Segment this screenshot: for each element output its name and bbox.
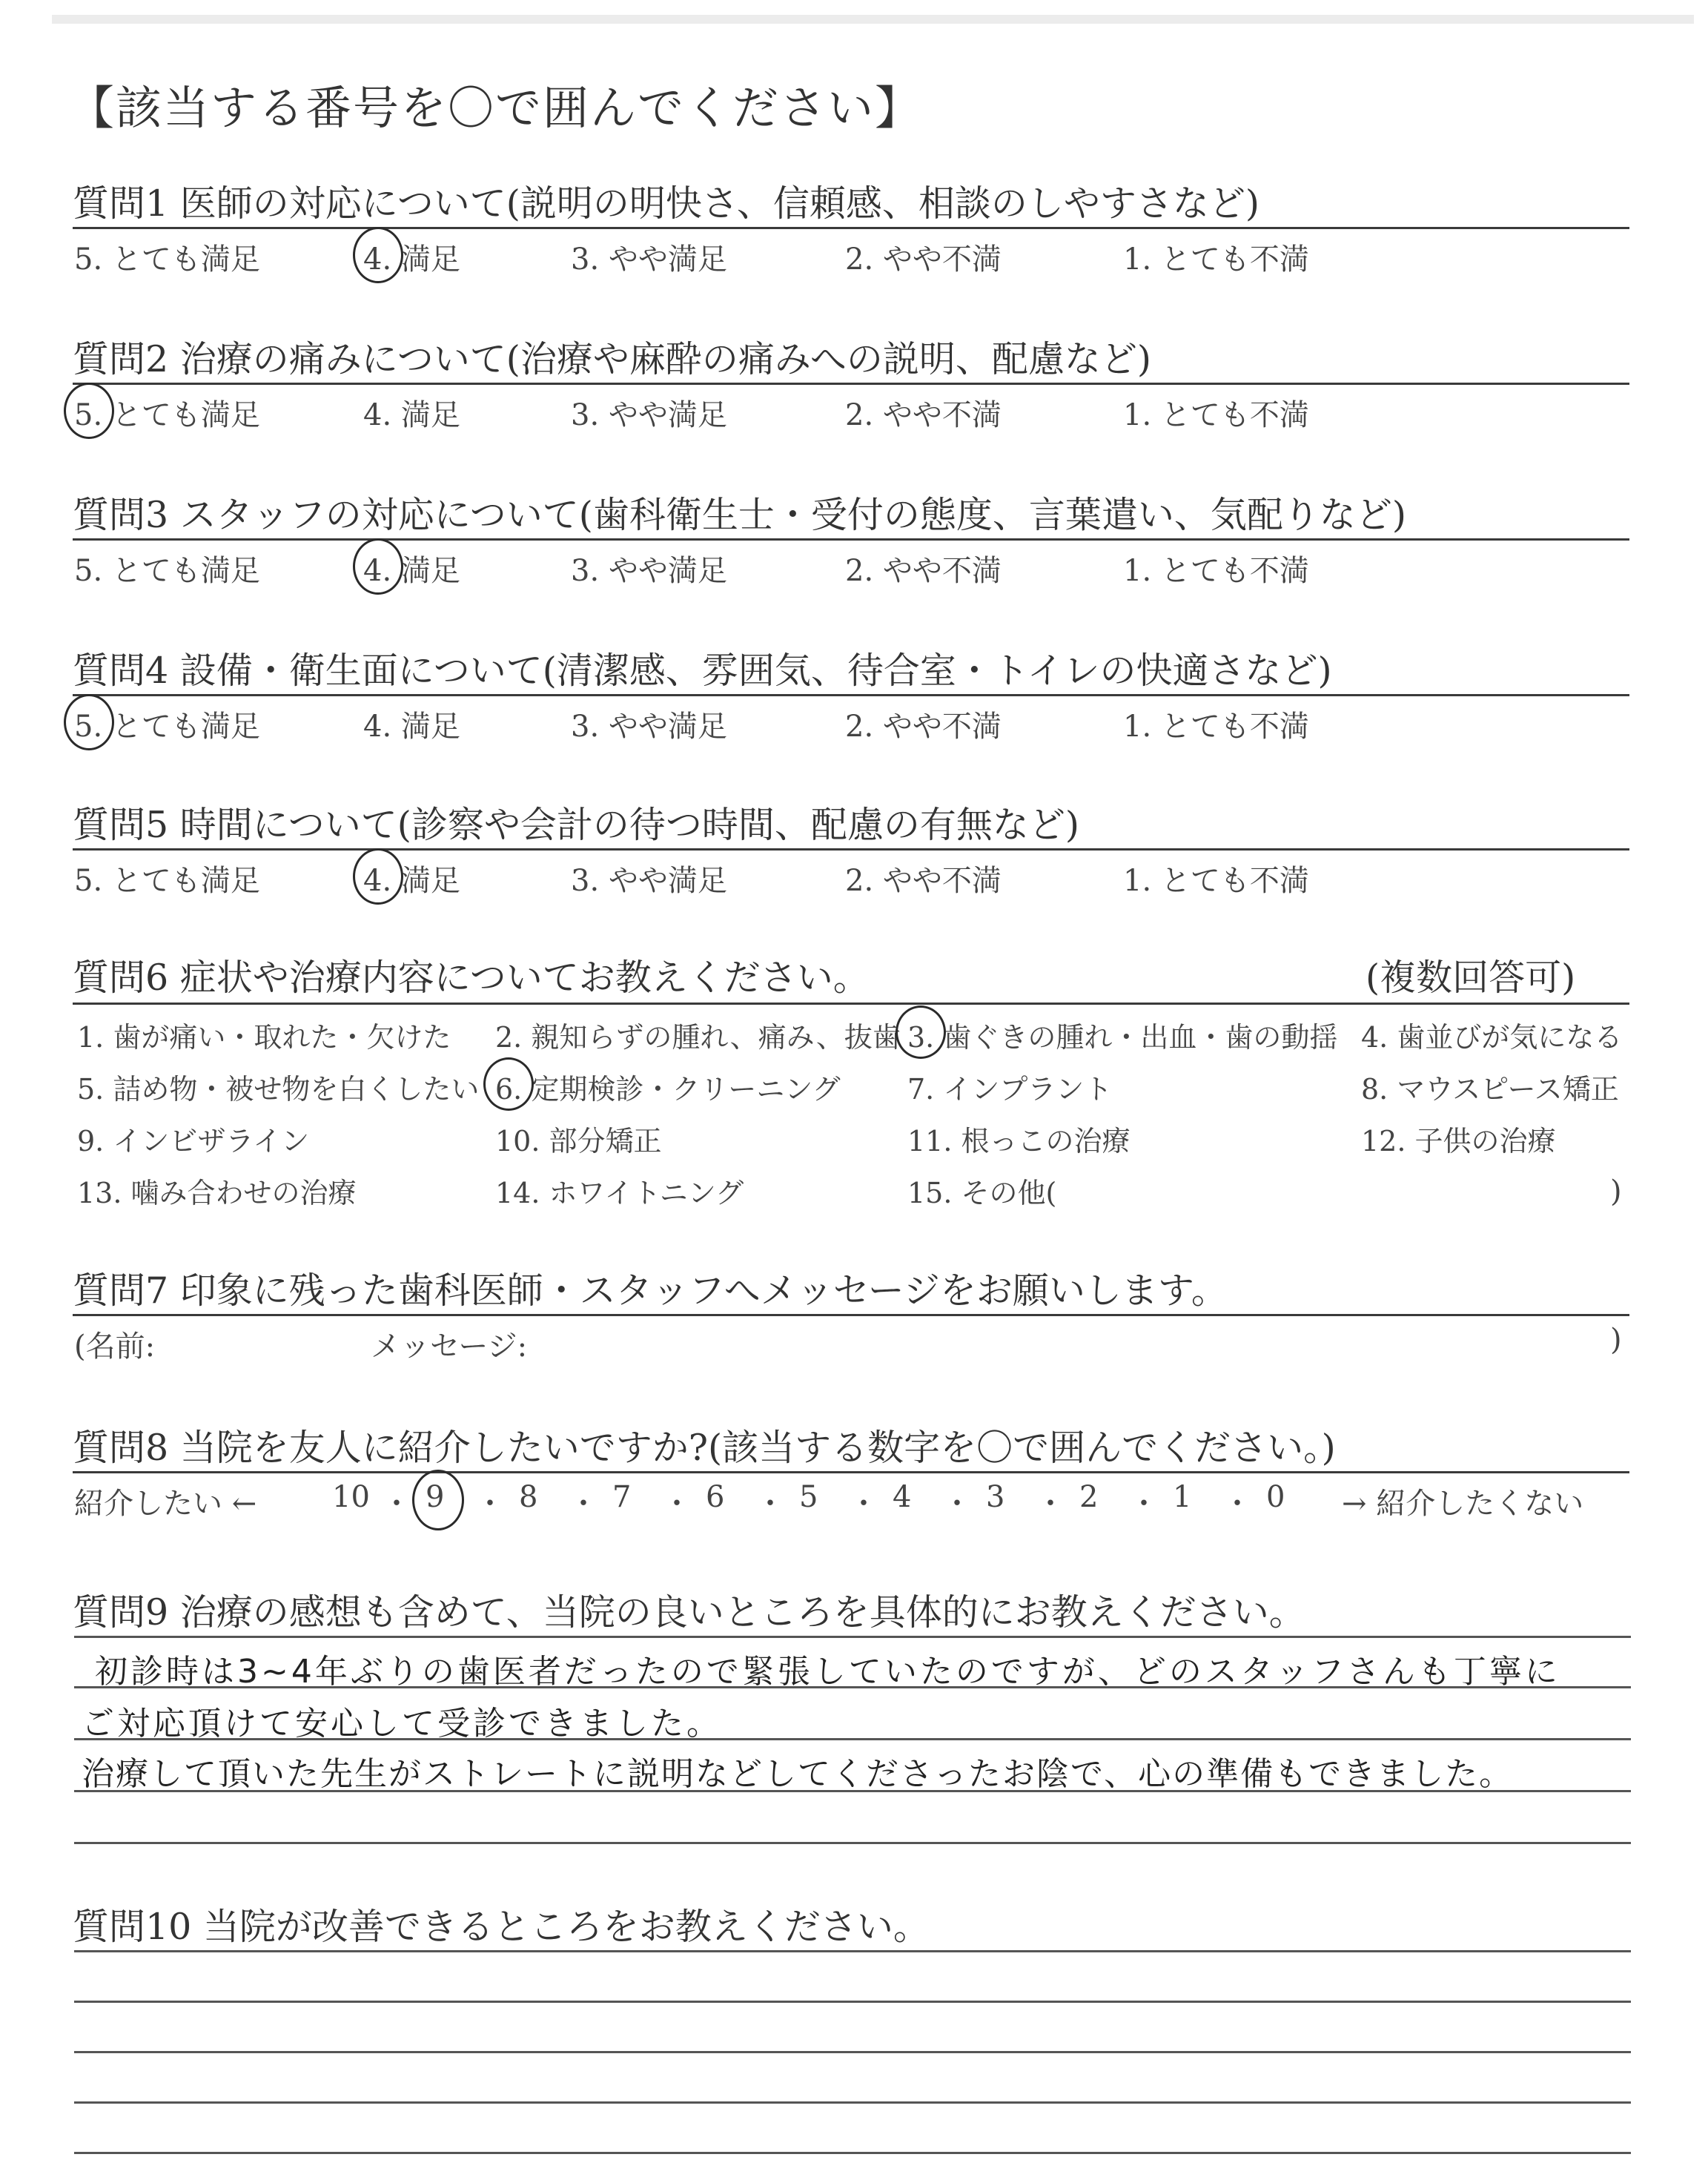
q6-option-2[interactable]: 2. 親知らずの腫れ、痛み、抜歯	[495, 1021, 901, 1054]
q6-option-10[interactable]: 10. 部分矯正	[495, 1125, 662, 1157]
q8-right-label: → 紹介したくない	[1342, 1487, 1584, 1521]
q8-dot-separator: ・	[662, 1487, 692, 1521]
q2-option-1[interactable]: 1. とても不満	[1123, 398, 1309, 432]
q1-option-2[interactable]: 2. やや不満	[845, 242, 1002, 277]
q3-selection-circle	[353, 538, 403, 595]
q3-option-4[interactable]: 4. 満足	[363, 554, 460, 588]
q4-option-2[interactable]: 2. やや不満	[845, 710, 1002, 744]
q6-option-7[interactable]: 7. インプラント	[907, 1073, 1113, 1106]
q5-option-3[interactable]: 3. やや満足	[571, 864, 727, 898]
q4-option-1[interactable]: 1. とても不満	[1123, 710, 1309, 744]
q8-dot-separator: ・	[849, 1487, 878, 1521]
q6-option-12[interactable]: 12. 子供の治療	[1361, 1125, 1556, 1157]
q10-line-4	[74, 2101, 1631, 2104]
q6-note: (複数回答可)	[1366, 957, 1576, 999]
q8-number-3[interactable]: 3	[986, 1480, 1005, 1514]
q6-option-5[interactable]: 5. 詰め物・被せ物を白くしたい	[77, 1073, 480, 1106]
q2-option-4[interactable]: 4. 満足	[363, 398, 460, 432]
page-header: 【該当する番号を〇で囲んでください】	[68, 81, 923, 135]
q8-left-label: 紹介したい ←	[74, 1487, 257, 1521]
q2-rule	[73, 383, 1629, 385]
q7-rule	[73, 1314, 1629, 1316]
q1-option-1[interactable]: 1. とても不満	[1123, 242, 1309, 277]
q8-dot-separator: ・	[1222, 1487, 1252, 1521]
q8-number-7[interactable]: 7	[612, 1480, 632, 1514]
q8-number-2[interactable]: 2	[1079, 1480, 1099, 1514]
q10-line-3	[74, 2051, 1631, 2053]
q3-rule	[73, 538, 1629, 541]
q6-option-4[interactable]: 4. 歯並びが気になる	[1361, 1021, 1623, 1054]
q8-number-5[interactable]: 5	[799, 1480, 818, 1514]
q6-option-15[interactable]: 15. その他(	[907, 1177, 1057, 1209]
q9-line-1	[74, 1636, 1631, 1638]
q4-title: 質問4 設備・衛生面について(清潔感、雰囲気、待合室・トイレの快適さなど)	[73, 650, 1332, 692]
q6-selection-circle-6	[483, 1057, 534, 1111]
q1-option-3[interactable]: 3. やや満足	[571, 242, 727, 277]
q6-option-11[interactable]: 11. 根っこの治療	[907, 1125, 1131, 1157]
q10-line-5	[74, 2152, 1631, 2154]
q6-title: 質問6 症状や治療内容についてお教えください。	[73, 957, 870, 999]
q6-option-13[interactable]: 13. 噛み合わせの治療	[77, 1177, 357, 1209]
q1-option-4[interactable]: 4. 満足	[363, 242, 460, 277]
q6-rule	[73, 1003, 1629, 1005]
q9-answer-line-1: 初診時は3~4年ぶりの歯医者だったので緊張していたのですが、どのスタッフさんも丁寧に	[95, 1653, 1560, 1691]
q2-selection-circle	[64, 383, 114, 439]
q5-option-2[interactable]: 2. やや不満	[845, 864, 1002, 898]
q1-selection-circle	[353, 227, 403, 283]
q8-rule	[73, 1471, 1629, 1473]
q4-option-4[interactable]: 4. 満足	[363, 710, 460, 744]
q8-number-0[interactable]: 0	[1266, 1480, 1285, 1514]
q6-other-close-paren: )	[1610, 1175, 1622, 1209]
q5-option-4[interactable]: 4. 満足	[363, 864, 460, 898]
q8-dot-separator: ・	[942, 1487, 972, 1521]
q9-answer-line-2: ご対応頂けて安心して受診できました。	[82, 1705, 722, 1743]
q7-close-paren: )	[1610, 1323, 1622, 1357]
q5-option-1[interactable]: 1. とても不満	[1123, 864, 1309, 898]
q6-selection-circle-3	[896, 1005, 946, 1059]
q10-title: 質問10 当院が改善できるところをお教えください。	[73, 1906, 930, 1948]
q8-number-4[interactable]: 4	[893, 1480, 912, 1514]
q6-option-14[interactable]: 14. ホワイトニング	[495, 1177, 744, 1209]
q6-option-6[interactable]: 6. 定期検診・クリーニング	[495, 1073, 841, 1106]
q8-number-6[interactable]: 6	[706, 1480, 725, 1514]
q8-dot-separator: ・	[475, 1487, 505, 1521]
q5-rule	[73, 848, 1629, 851]
q6-option-3[interactable]: 3. 歯ぐきの腫れ・出血・歯の動揺	[907, 1021, 1338, 1054]
q3-title: 質問3 スタッフの対応について(歯科衛生士・受付の態度、言葉遣い、気配りなど)	[73, 494, 1407, 536]
q2-option-5[interactable]: 5. とても満足	[74, 398, 260, 432]
q8-dot-separator: ・	[1129, 1487, 1159, 1521]
q2-title: 質問2 治療の痛みについて(治療や麻酔の痛みへの説明、配慮など)	[73, 338, 1152, 380]
q8-dot-separator: ・	[1036, 1487, 1065, 1521]
q6-option-1[interactable]: 1. 歯が痛い・取れた・欠けた	[77, 1021, 451, 1054]
q4-selection-circle	[64, 694, 114, 750]
q7-name-label: (名前:	[74, 1330, 156, 1364]
q3-option-5[interactable]: 5. とても満足	[74, 554, 260, 588]
q2-option-3[interactable]: 3. やや満足	[571, 398, 727, 432]
q8-dot-separator: ・	[569, 1487, 598, 1521]
scan-top-edge	[52, 15, 1694, 24]
q7-message-label: メッセージ:	[371, 1330, 528, 1364]
q8-number-1[interactable]: 1	[1173, 1480, 1192, 1514]
q5-title: 質問5 時間について(診察や会計の待つ時間、配慮の有無など)	[73, 804, 1080, 846]
q5-option-5[interactable]: 5. とても満足	[74, 864, 260, 898]
q3-option-3[interactable]: 3. やや満足	[571, 554, 727, 588]
q4-rule	[73, 694, 1629, 696]
q4-option-3[interactable]: 3. やや満足	[571, 710, 727, 744]
q5-selection-circle	[353, 848, 403, 905]
q6-option-8[interactable]: 8. マウスピース矯正	[1361, 1073, 1619, 1106]
q10-line-1	[74, 1950, 1631, 1952]
q8-dot-separator: ・	[755, 1487, 785, 1521]
q1-rule	[73, 227, 1629, 229]
q3-option-1[interactable]: 1. とても不満	[1123, 554, 1309, 588]
q10-line-2	[74, 2001, 1631, 2003]
q4-option-5[interactable]: 5. とても満足	[74, 710, 260, 744]
q8-number-10[interactable]: 10	[332, 1480, 370, 1514]
q1-title: 質問1 医師の対応について(説明の明快さ、信頼感、相談のしやすさなど)	[73, 182, 1260, 225]
q8-dot-separator: ・	[382, 1487, 411, 1521]
q9-title: 質問9 治療の感想も含めて、当院の良いところを具体的にお教えください。	[73, 1591, 1305, 1634]
q8-number-9[interactable]: 9	[426, 1480, 445, 1514]
q8-title: 質問8 当院を友人に紹介したいですか?(該当する数字を〇で囲んでください。)	[73, 1427, 1336, 1469]
q9-answer-line-3: 治療して頂いた先生がストレートに説明などしてくださったお陰で、心の準備もできました。	[82, 1755, 1514, 1793]
q2-option-2[interactable]: 2. やや不満	[845, 398, 1002, 432]
q3-option-2[interactable]: 2. やや不満	[845, 554, 1002, 588]
q8-number-8[interactable]: 8	[519, 1480, 538, 1514]
q1-option-5[interactable]: 5. とても満足	[74, 242, 260, 277]
q6-option-9[interactable]: 9. インビザライン	[77, 1125, 310, 1157]
q8-selection-circle	[412, 1470, 464, 1530]
q7-title: 質問7 印象に残った歯科医師・スタッフへメッセージをお願いします。	[73, 1269, 1228, 1312]
q9-line-5	[74, 1842, 1631, 1844]
